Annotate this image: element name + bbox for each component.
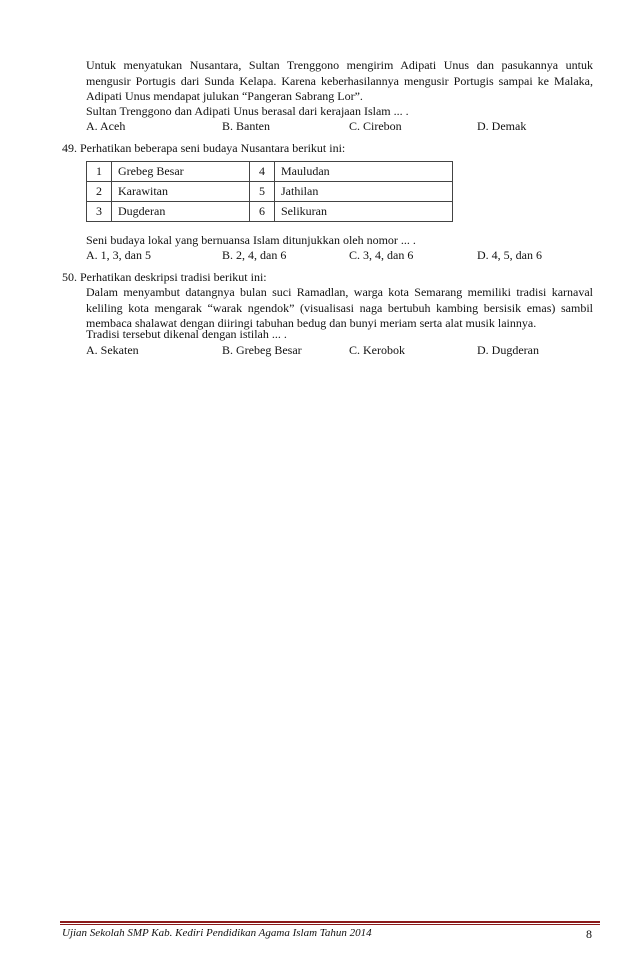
q50-option-c: C. Kerobok <box>349 343 405 357</box>
table-cell-number: 4 <box>250 162 275 182</box>
footer-rule <box>60 921 600 923</box>
q49-culture-table <box>86 161 453 222</box>
table-cell-name: Dugderan <box>112 202 250 222</box>
table-cell-number: 6 <box>250 202 275 222</box>
q49-option-b: B. 2, 4, dan 6 <box>222 248 287 262</box>
table-cell-name: Mauludan <box>275 162 453 182</box>
q48-option-a: A. Aceh <box>86 119 126 133</box>
table-cell-name: Selikuran <box>275 202 453 222</box>
q48-option-b: B. Banten <box>222 119 270 133</box>
q48-option-d: D. Demak <box>477 119 527 133</box>
footer-rule-thin <box>60 924 600 925</box>
q48-question: Sultan Trenggono dan Adipati Unus berasal dari kerajaan Islam ... . <box>86 104 409 118</box>
q49-option-a: A. 1, 3, dan 5 <box>86 248 151 262</box>
table-cell-number: 3 <box>87 202 112 222</box>
q48-option-c: C. Cirebon <box>349 119 402 133</box>
page-number: 8 <box>586 927 592 941</box>
q49-question: Seni budaya lokal yang bernuansa Islam ditunjukkan oleh nomor ... . <box>86 233 416 247</box>
q50-option-d: D. Dugderan <box>477 343 539 357</box>
table-cell-name: Grebeg Besar <box>112 162 250 182</box>
q50-paragraph: Dalam menyambut datangnya bulan suci Ramadlan, warga kota Semarang memiliki tradisi karnaval keliling kota mengarak “warak ngendok” (visualisasi naga bertubuh kambing bersisik emas) sambil membaca shalawat dengan diiringi tabuhan bedug dan bunyi meriam serta alat musik lainnya. <box>86 285 593 330</box>
q50-option-b: B. Grebeg Besar <box>222 343 302 357</box>
q49-option-d: D. 4, 5, dan 6 <box>477 248 542 262</box>
q50-question: Tradisi tersebut dikenal dengan istilah ... . <box>86 327 287 341</box>
q50-option-a: A. Sekaten <box>86 343 139 357</box>
q48-paragraph: Untuk menyatukan Nusantara, Sultan Trenggono mengirim Adipati Unus dan pasukannya untuk mengusir Portugis dari Sunda Kelapa. Karena keberhasilannya mengusir Portugis sampai ke Malaka, Adipati Unus mendapat julukan “Pangeran Sabrang Lor”. <box>86 58 593 103</box>
q49-option-c: C. 3, 4, dan 6 <box>349 248 414 262</box>
table-cell-number: 2 <box>87 182 112 202</box>
table-row <box>87 162 453 182</box>
q49-intro: 49. Perhatikan beberapa seni budaya Nusantara berikut ini: <box>62 141 346 155</box>
table-cell-name: Jathilan <box>275 182 453 202</box>
table-row <box>87 202 453 222</box>
footer-title: Ujian Sekolah SMP Kab. Kediri Pendidikan Agama Islam Tahun 2014 <box>62 927 372 939</box>
table-cell-number: 1 <box>87 162 112 182</box>
q50-intro: 50. Perhatikan deskripsi tradisi berikut ini: <box>62 270 267 284</box>
table-row <box>87 182 453 202</box>
table-cell-number: 5 <box>250 182 275 202</box>
table-cell-name: Karawitan <box>112 182 250 202</box>
